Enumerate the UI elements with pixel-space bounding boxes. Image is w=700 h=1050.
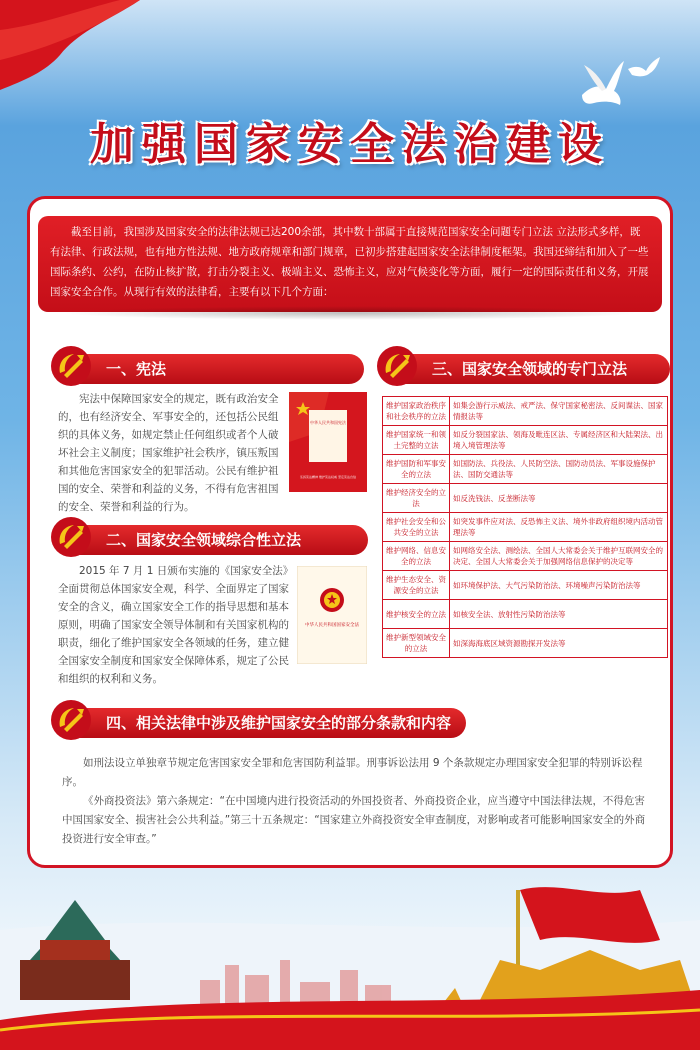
section-heading-label: 二、国家安全领域综合性立法 <box>106 531 302 549</box>
law-list-cell: 如突发事件应对法、反恐怖主义法、境外非政府组织境内活动管理法等 <box>450 513 668 542</box>
section-heading-related <box>56 708 466 738</box>
law-field-cell: 维护社会安全和公共安全的立法 <box>383 513 450 542</box>
book-title: 中华人民共和国宪法 <box>310 420 346 425</box>
dove-icon <box>572 55 627 110</box>
table-row <box>383 397 668 426</box>
law-field-cell: 维护网络、信息安全的立法 <box>383 542 450 571</box>
security-law-book-image <box>297 566 367 664</box>
law-list-cell: 如深海海底区域资源勘探开发法等 <box>450 629 668 658</box>
bottom-decoration <box>0 870 700 1050</box>
party-emblem-icon <box>50 345 92 387</box>
dove-icon <box>626 55 662 81</box>
section-heading-label: 三、国家安全领域的专门立法 <box>432 360 628 378</box>
section2-text: 2015 年 7 月 1 日颁布实施的《国家安全法》全面贯彻总体国家安全观，科学、全面界定了国家安全的含义，确立国家安全工作的指导思想和基本原则，明确了国家安全领导体制和有关国家机构的职责，细化了维护国家安全各领域的任务，建立健全国家安全制度和国家安全保障体系，规定了公民和组织的权利和义务。 <box>58 565 294 685</box>
law-field-cell: 维护国家统一和领土完整的立法 <box>383 426 450 455</box>
book-caption: 弘扬宪法精神 维护宪法权威 坚定宪法自信 <box>300 475 356 479</box>
constitution-book-image <box>289 392 367 492</box>
table-row <box>383 571 668 600</box>
intro-shadow <box>60 306 640 320</box>
law-list-cell: 如核安全法、放射性污染防治法等 <box>450 600 668 629</box>
law-field-cell: 维护经济安全的立法 <box>383 484 450 513</box>
section-heading-constitution <box>56 354 364 384</box>
law-field-cell: 维护生态安全、资源安全的立法 <box>383 571 450 600</box>
section4-text <box>62 754 652 849</box>
table-row <box>383 542 668 571</box>
intro-paragraph: 截至目前，我国涉及国家安全的法律法规已达200余部，其中数十部属于直接规范国家安全问题专门立法 立法形式多样，既有法律、行政法规，也有地方性法规、地方政府规章和部门规章，已初步搭建起国家安全法律制度框架。我国还缔结和加入了一些国际条约、公约，在防止核扩散，打击分裂主义、极端主义、恐怖主义，应对气候变化等方面，履行一定的国际责任和义务，开展国家安全合作。从现行有效的法律看，主要有以下几个方面： <box>38 216 662 312</box>
section1-text: 宪法中保障国家安全的规定，既有政治安全的，也有经济安全、军事安全的，还包括公民组织的具体义务，如规定禁止任何组织或者个人破坏社会主义制度；国家维护社会秩序，镇压叛国和其他危害国家安全的犯罪活动。公民有维护祖国的安全、荣誉和利益的义务，不得有危害祖国的安全、荣誉和利益的行为。 <box>58 393 279 513</box>
section-heading-label: 一、宪法 <box>106 360 167 378</box>
table-row <box>383 629 668 658</box>
party-emblem-icon <box>50 516 92 558</box>
table-row <box>383 600 668 629</box>
section-heading-label: 四、相关法律中涉及维护国家安全的部分条款和内容 <box>106 714 452 732</box>
table-row <box>383 513 668 542</box>
table-row <box>383 455 668 484</box>
party-emblem-icon <box>376 345 418 387</box>
law-field-cell: 维护国防和军事安全的立法 <box>383 455 450 484</box>
flag-icon <box>0 0 150 95</box>
section-heading-comprehensive <box>56 525 368 555</box>
law-list-cell: 如反洗钱法、反垄断法等 <box>450 484 668 513</box>
table-row <box>383 426 668 455</box>
law-field-cell: 维护国家政治秩序和社会秩序的立法 <box>383 397 450 426</box>
law-list-cell: 如集会游行示威法、戒严法、保守国家秘密法、反间谍法、国家情报法等 <box>450 397 668 426</box>
special-laws-table <box>382 396 668 658</box>
table-row <box>383 484 668 513</box>
party-emblem-icon <box>50 699 92 741</box>
law-list-cell: 如环境保护法、大气污染防治法、环境噪声污染防治法等 <box>450 571 668 600</box>
law-field-cell: 维护新型领域安全的立法 <box>383 629 450 658</box>
law-list-cell: 如国防法、兵役法、人民防空法、国防动员法、军事设施保护法、国防交通法等 <box>450 455 668 484</box>
law-list-cell: 如反分裂国家法、领海及毗连区法、专属经济区和大陆架法、出境入境管理法等 <box>450 426 668 455</box>
section-heading-special <box>382 354 670 384</box>
book-title: 中华人民共和国国家安全法 <box>305 623 359 628</box>
section4-paragraph: 如刑法设立单独章节规定危害国家安全罪和危害国防利益罪。刑事诉讼法用 9 个条款规定办理国家安全犯罪的特别诉讼程序。 <box>62 757 643 788</box>
law-field-cell: 维护核安全的立法 <box>383 600 450 629</box>
poster-title: 加强国家安全法治建设 <box>90 119 610 170</box>
section4-paragraph: 《外商投资法》第六条规定：“在中国境内进行投资活动的外国投资者、外商投资企业，应当遵守中国法律法规，不得危害中国国家安全、损害社会公共利益。”第三十五条规定：“国家建立外商投资安全审查制度，对影响或者可能影响国家安全的外商投资进行安全审查。” <box>62 795 646 845</box>
law-list-cell: 如网络安全法、测绘法、全国人大常委会关于维护互联网安全的决定、全国人大常委会关于加强网络信息保护的决定等 <box>450 542 668 571</box>
